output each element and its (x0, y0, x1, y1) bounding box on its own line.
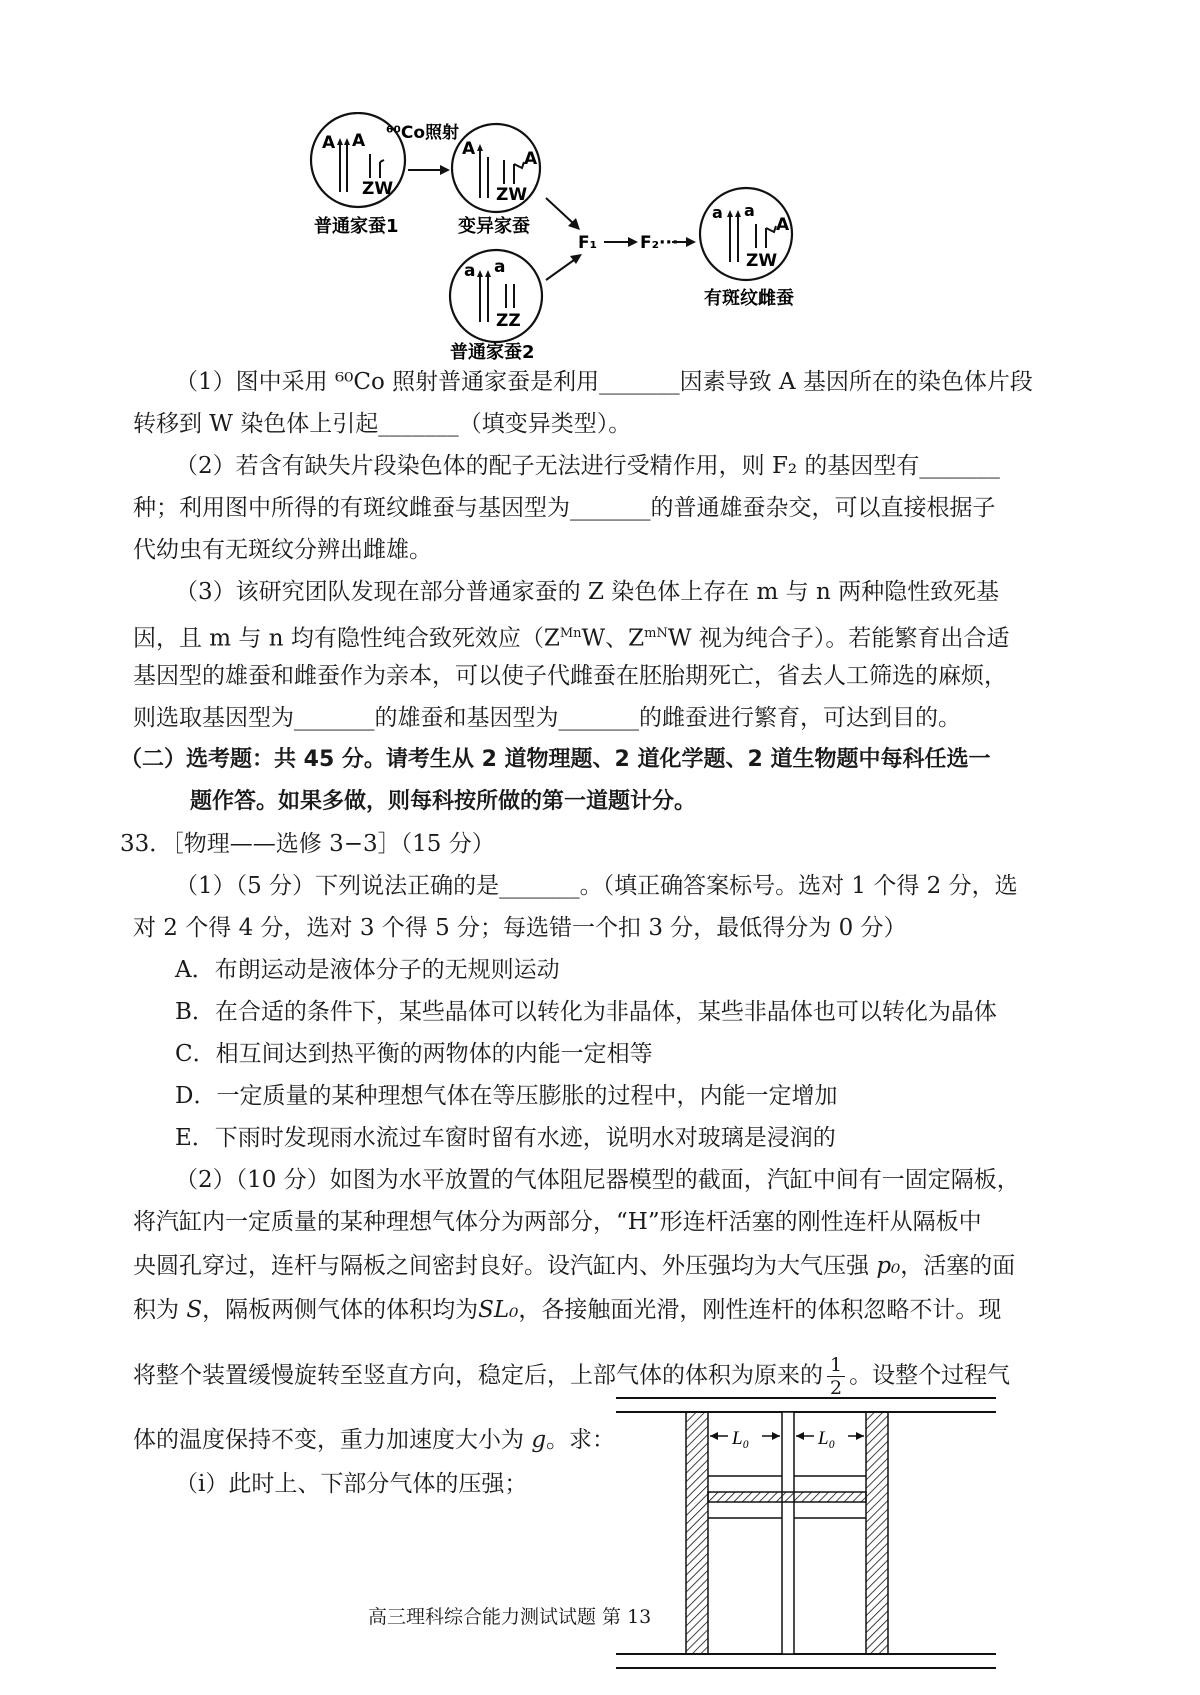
l0-right-label: L₀ (818, 1428, 836, 1449)
caption-mutant: 变异家蚕 (458, 216, 530, 237)
fraction-one-half: $\frac{1}{2}$ (827, 1354, 845, 1399)
genetics-diagram (300, 112, 860, 362)
symbol-sl0: SL₀ (478, 1297, 519, 1323)
caption-normal-1: 普通家蚕1 (314, 216, 399, 237)
svg-text:A: A (462, 139, 476, 159)
caption-striped: 有斑纹雌蚕 (704, 288, 794, 309)
svg-text:ZZ: ZZ (496, 311, 521, 331)
option-b: B．在合适的条件下，某些晶体可以转化为非晶体，某些非晶体也可以转化为晶体 (175, 999, 997, 1025)
option-a: A．布朗运动是液体分子的无规则运动 (175, 957, 560, 983)
symbol-p0: p₀ (876, 1253, 901, 1279)
q33-p2-line-3: 央圆孔穿过，连杆与隔板之间密封良好。设汽缸内、外压强均为大气压强 p₀，活塞的面 (133, 1253, 1016, 1279)
cell-mutant-silkworm (452, 124, 540, 212)
f2-label: F₂··· (640, 233, 679, 253)
svg-text:A: A (776, 215, 790, 235)
svg-text:ZW: ZW (362, 179, 394, 199)
symbol-s: S (186, 1297, 203, 1323)
q3-line-2: 因，且 m 与 n 均有隐性纯合致死效应（$Z^{Mn}W$、$Z^{mN}W$ 视为纯合子）。若能繁育出合适 (133, 625, 1010, 652)
gas-damper-diagram (616, 1390, 996, 1680)
option-d: D．一定质量的某种理想气体在等压膨胀的过程中，内能一定增加 (175, 1083, 838, 1109)
svg-text:A: A (524, 149, 538, 169)
svg-text:a: a (464, 261, 476, 281)
q2-line-3: 代幼虫有无斑纹分辨出雌雄。 (133, 537, 432, 563)
svg-text:ZW: ZW (496, 185, 528, 205)
irradiation-label: ⁶⁰Co照射 (386, 123, 460, 143)
svg-text:A: A (352, 131, 366, 151)
svg-text:ZW: ZW (746, 251, 778, 271)
q2-line-1: （2）若含有缺失片段染色体的配子无法进行受精作用，则 F₂ 的基因型有_______ (175, 453, 1000, 479)
q3-line-3: 基因型的雄蚕和雌蚕作为亲本，可以使子代雌蚕在胚胎期死亡，省去人工筛选的麻烦， (133, 663, 1007, 689)
q33-p1-line-1: （1）（5 分）下列说法正确的是_______。（填正确答案标号。选对 1 个得 2 分，选 (175, 873, 1018, 899)
q33-title: 33．［物理——选修 3−3］（15 分） (120, 831, 495, 857)
cell-normal-silkworm-2 (450, 250, 542, 342)
svg-text:a: a (744, 201, 755, 220)
section-2-heading-2: 题作答。如果多做，则每科按所做的第一道题计分。 (190, 789, 697, 814)
q2-line-2: 种；利用图中所得的有斑纹雌蚕与基因型为_______的普通雄蚕杂交，可以直接根据子 (133, 495, 996, 521)
q33-sub-i: （ⅰ）此时上、下部分气体的压强； (175, 1471, 528, 1497)
caption-normal-2: 普通家蚕2 (450, 342, 535, 362)
q33-p1-line-2: 对 2 个得 4 分，选对 3 个得 5 分；每选错一个扣 3 分，最低得分为 0 分） (133, 915, 907, 941)
option-e: E．下雨时发现雨水流过车窗时留有水迹，说明水对玻璃是浸润的 (175, 1125, 836, 1151)
svg-text:a: a (712, 203, 723, 222)
q33-p2-line-5: 将整个装置缓慢旋转至竖直方向，稳定后，上部气体的体积为原来的 $\frac{1}{2}$ 。设整个过程气 (133, 1354, 1011, 1399)
q1-line-2: 转移到 W 染色体上引起_______（填变异类型）。 (133, 411, 632, 437)
q3-line-1: （3）该研究团队发现在部分普通家蚕的 Z 染色体上存在 m 与 n 两种隐性致死基 (175, 579, 1000, 605)
l0-left-label: L₀ (732, 1428, 750, 1449)
section-2-heading-1: （二）选考题：共 45 分。请考生从 2 道物理题、2 道化学题、2 道生物题中每科任选一 (120, 747, 991, 772)
f1-label: F₁ (578, 233, 598, 253)
svg-text:a: a (494, 257, 506, 277)
q33-p2-line-1: （2）（10 分）如图为水平放置的气体阻尼器模型的截面，汽缸中间有一固定隔板， (175, 1167, 1020, 1193)
svg-text:A: A (322, 133, 336, 153)
symbol-g: g (531, 1427, 547, 1453)
q33-p2-line-2: 将汽缸内一定质量的某种理想气体分为两部分，“H”形连杆活塞的刚性连杆从隔板中 (133, 1209, 982, 1235)
q1-line-1: （1）图中采用 ⁶⁰Co 照射普通家蚕是利用_______因素导致 A 基因所在的染色体片段 (175, 369, 1033, 395)
q33-p2-line-6: 体的温度保持不变，重力加速度大小为 g。求： (133, 1427, 616, 1453)
option-c: C．相互间达到热平衡的两物体的内能一定相等 (175, 1041, 653, 1067)
q33-p2-line-4: 积为 S，隔板两侧气体的体积均为SL₀，各接触面光滑，刚性连杆的体积忽略不计。现 (133, 1297, 1002, 1323)
page-footer: 高三理科综合能力测试试题 第 13 (368, 1606, 652, 1628)
q3-line-4: 则选取基因型为_______的雄蚕和基因型为_______的雌蚕进行繁育，可达到目的。 (133, 705, 961, 731)
cell-striped-female-silkworm (700, 188, 792, 280)
